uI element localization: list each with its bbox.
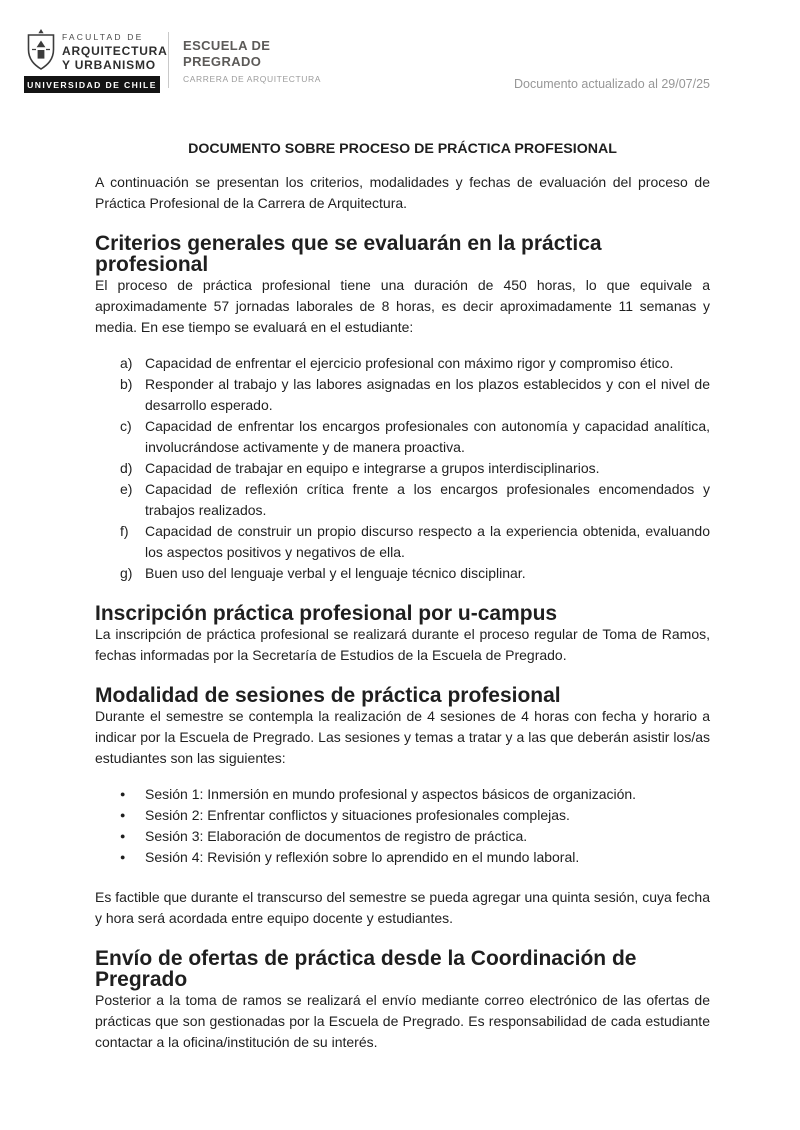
list-item bbox=[120, 563, 710, 584]
list-item-text: Capacidad de construir un propio discurso respecto a la experiencia obtenida, evaluando los aspectos positivos y negativos de ella. bbox=[145, 523, 710, 560]
list-item-text: Capacidad de reflexión crítica frente a los encargos profesionales encomendados y trabajos realizados. bbox=[145, 481, 710, 518]
list-item-text: Capacidad de trabajar en equipo e integrarse a grupos interdisciplinarios. bbox=[145, 460, 600, 476]
bullet-icon: ● bbox=[120, 852, 126, 862]
list-item-text: Sesión 2: Enfrentar conflictos y situaciones profesionales complejas. bbox=[145, 807, 570, 823]
career-label: CARRERA DE ARQUITECTURA bbox=[183, 74, 322, 84]
quinta-sesion-paragraph: Es factible que durante el transcurso del semestre se pueda agregar una quinta sesión, cuya fecha y hora será acordada entre equipo docente y estudiantes. bbox=[95, 889, 710, 926]
updated-date: Documento actualizado al 29/07/25 bbox=[514, 77, 710, 91]
list-marker: d) bbox=[120, 460, 133, 476]
list-item-text: Sesión 1: Inmersión en mundo profesional y aspectos básicos de organización. bbox=[145, 786, 637, 802]
document-body bbox=[0, 93, 800, 1053]
list-item bbox=[120, 416, 710, 458]
list-marker: f) bbox=[120, 523, 129, 539]
modalidad-paragraph: Durante el semestre se contempla la realización de 4 sesiones de 4 horas con fecha y horario a indicar por la Escuela de Pregrado. Las sesiones y temas a tratar y a las que deberán asistir los/as estudiantes son las siguientes: bbox=[95, 708, 710, 766]
list-item bbox=[120, 374, 710, 416]
list-item-text: Responder al trabajo y las labores asignadas en los plazos establecidos y con el nivel de desarrollo esperado. bbox=[145, 376, 710, 413]
list-item-text: Capacidad de enfrentar el ejercicio profesional con máximo rigor y compromiso ético. bbox=[145, 355, 674, 371]
list-item-text: Capacidad de enfrentar los encargos profesionales con autonomía y capacidad analítica, involucrándose activamente y de manera proactiva. bbox=[145, 418, 710, 455]
list-marker: c) bbox=[120, 418, 132, 434]
section-inscripcion bbox=[95, 603, 710, 666]
bullet-icon: ● bbox=[120, 831, 126, 841]
criterios-paragraph: El proceso de práctica profesional tiene una duración de 450 horas, lo que equivale a aproximadamente 57 jornadas laborales de 8 horas, es decir aproximadamente 11 semanas y media. En ese tiempo se evaluará en el estudiante: bbox=[95, 277, 710, 335]
section-criterios bbox=[95, 233, 710, 584]
faculty-line-1: FACULTAD DE bbox=[62, 32, 144, 42]
envio-paragraph: Posterior a la toma de ramos se realizará el envío mediante correo electrónico de las ofertas de prácticas que son gestionadas por la Escuela de Pregrado. Es responsabilidad de cada estudiante contactar a la oficina/institución de su interés. bbox=[95, 992, 710, 1050]
list-marker: e) bbox=[120, 481, 133, 497]
bullet-icon: ● bbox=[120, 789, 126, 799]
list-marker: g) bbox=[120, 565, 133, 581]
list-item bbox=[120, 847, 710, 868]
list-item bbox=[120, 805, 710, 826]
section-modalidad bbox=[95, 685, 710, 868]
list-item bbox=[120, 353, 710, 374]
list-marker: a) bbox=[120, 355, 133, 371]
logo-top bbox=[24, 28, 168, 72]
list-item bbox=[120, 784, 710, 805]
list-item bbox=[120, 826, 710, 847]
school-line-2: PREGRADO bbox=[183, 54, 262, 69]
list-marker: b) bbox=[120, 376, 133, 392]
section-quinta-sesion-note bbox=[95, 887, 710, 929]
list-item-text: Sesión 4: Revisión y reflexión sobre lo aprendido en el mundo laboral. bbox=[145, 849, 580, 865]
list-item-text: Sesión 3: Elaboración de documentos de registro de práctica. bbox=[145, 828, 528, 844]
document-title: DOCUMENTO SOBRE PROCESO DE PRÁCTICA PROFESIONAL bbox=[188, 141, 617, 157]
section-envio bbox=[95, 948, 710, 1053]
intro-paragraph: A continuación se presentan los criterios, modalidades y fechas de evaluación del proceso de Práctica Profesional de la Carrera de Arquitectura. bbox=[95, 174, 710, 211]
sessions-list bbox=[95, 784, 710, 868]
section-heading-modalidad: Modalidad de sesiones de práctica profesional bbox=[95, 684, 561, 707]
faculty-name bbox=[62, 28, 168, 72]
header bbox=[0, 0, 800, 93]
school-line-1: ESCUELA DE bbox=[183, 38, 271, 53]
list-item bbox=[120, 479, 710, 521]
list-item bbox=[120, 521, 710, 563]
university-name-bar: UNIVERSIDAD DE CHILE bbox=[24, 76, 160, 93]
faculty-line-3: Y URBANISMO bbox=[62, 58, 156, 72]
list-item bbox=[120, 458, 710, 479]
section-heading-envio: Envío de ofertas de práctica desde la Coordinación de Pregrado bbox=[95, 947, 637, 991]
criterios-list bbox=[95, 353, 710, 584]
bullet-icon: ● bbox=[120, 810, 126, 820]
faculty-line-2: ARQUITECTURA bbox=[62, 44, 168, 58]
school-block bbox=[183, 28, 321, 84]
inscripcion-paragraph: La inscripción de práctica profesional se realizará durante el proceso regular de Toma de Ramos, fechas informadas por la Secretaría de Estudios de la Escuela de Pregrado. bbox=[95, 626, 710, 663]
section-heading-inscripcion: Inscripción práctica profesional por u-campus bbox=[95, 602, 558, 625]
list-item-text: Buen uso del lenguaje verbal y el lenguaje técnico disciplinar. bbox=[145, 565, 526, 581]
header-divider bbox=[168, 32, 169, 88]
section-heading-criterios: Criterios generales que se evaluarán en la práctica profesional bbox=[95, 232, 602, 276]
university-logo bbox=[24, 28, 168, 93]
university-emblem-icon bbox=[24, 28, 58, 72]
